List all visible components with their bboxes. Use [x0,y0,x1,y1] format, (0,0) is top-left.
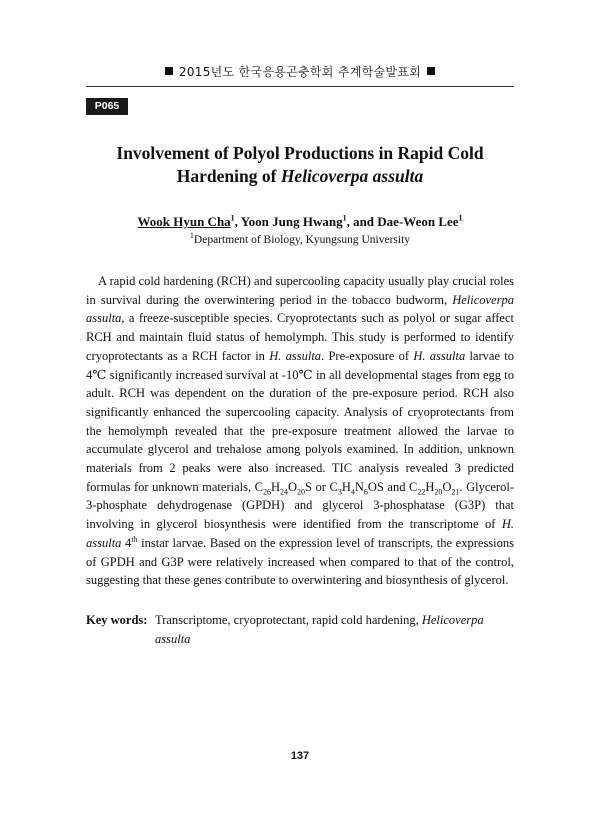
header-divider [86,86,514,87]
formula-3: $C_{22}H_{20}O_{21}$ [409,479,460,497]
abstract-paragraph: A rapid cold hardening (RCH) and supercooling capacity usually play crucial roles in survival during the overwintering period in the tobacco budworm, Helicoverpa assulta, a freeze-susceptible species. Cryoprotectants such as polyol or sugar affect RCH and maintain fluid status of hemolymph. This study is performed to identify cryoprotectants as a RCH factor in H. assulta. Pre-exposure of H. assulta larvae to 4℃ significantly increased survival at -10℃ in all developmental stages from egg to adult. RCH was dependent on the duration of the pre-exposure period. RCH also significantly enhanced the supercooling capacity. Analysis of cryoprotectants from the hemolymph revealed that the pre-exposure treatment allowed the larvae to accumulate glycerol and trehalose among polyols examined. In addition, unknown materials from 2 peaks were also increased. TIC analysis revealed 3 predicted formulas for unknown materials, $C_{26}H_{24}O_{20}S$ or $C_3H_4N_6OS$ and $C_{22}H_{20}O_{21}$. Glycerol-3-phosphate dehydrogenase (GPDH) and glycerol 3-phosphatase (G3P) that involving in glycerol biosynthesis were identified from the transcriptome of H. assulta 4th instar larvae. Based on the expression level of transcripts, the expressions of GPDH and G3P were relatively increased when compared to that of the control, suggesting that these genes contribute to overwintering and biosynthesis of glycerol. [86,274,515,588]
author-list: Wook Hyun Cha$^1$, Yoon Jung Hwang$^1$, and Dae-Weon Lee$^1$ [137,213,463,229]
conference-name: 2015년도 한국응용곤충학회 추계학술발표회 [178,65,422,79]
affiliation: $^1$Department of Biology, Kyungsung University [189,231,411,246]
author-2: Yoon Jung Hwang [240,214,343,229]
title-line-1: Involvement of Polyol Productions in Rapid Cold [116,143,484,163]
title-line-2: Hardening of Helicoverpa assulta [176,166,424,186]
formula-2: $C_3H_4N_6OS$ [329,479,384,497]
keywords-label: Key words: [86,613,148,627]
poster-id-badge: P065 [86,98,128,115]
paper-title [0,142,600,188]
formula-1: $C_{26}H_{24}O_{20}S$ [254,479,312,497]
keywords-text: Transcriptome, cryoprotectant, rapid cold hardening, Helicoverpa assulta [155,613,484,646]
keywords-section [86,611,514,649]
title-species: Helicoverpa assulta [280,166,424,186]
square-bullet-icon [427,67,435,75]
square-bullet-icon [165,67,173,75]
presenting-author: Wook Hyun Cha [137,214,231,229]
abstract-body [86,272,514,590]
page-number: 137 [290,750,310,762]
author-3: Dae-Weon Lee [377,214,459,229]
conference-header [0,63,600,80]
